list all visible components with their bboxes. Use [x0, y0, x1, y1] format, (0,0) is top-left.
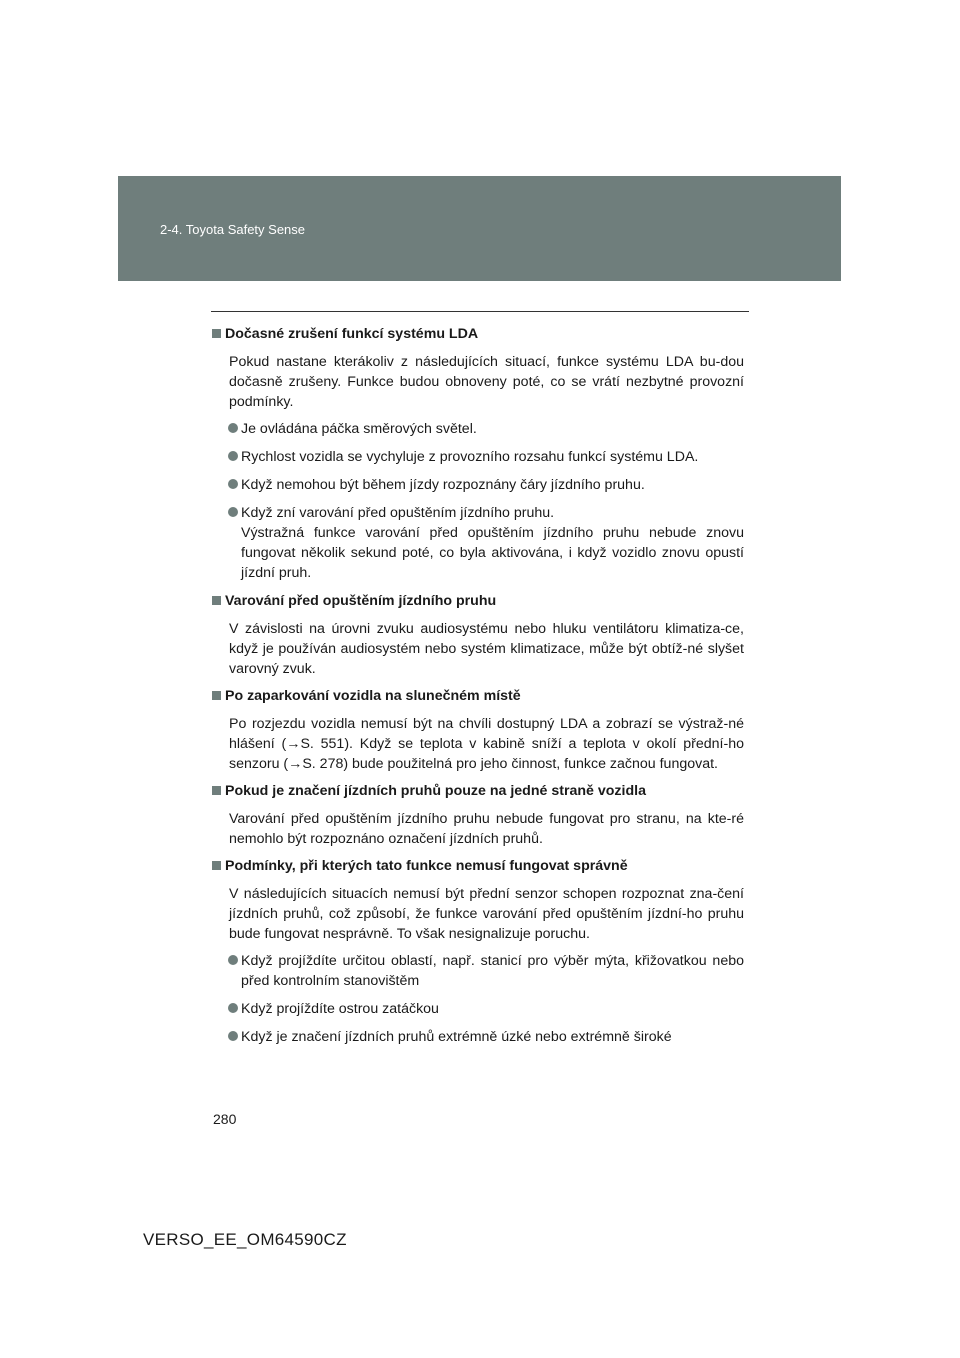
- circle-bullet-icon: [228, 423, 238, 433]
- list-item: Když je značení jízdních pruhů extrémně úzké nebo extrémně široké: [229, 1027, 744, 1047]
- circle-bullet-icon: [228, 479, 238, 489]
- circle-bullet-icon: [228, 451, 238, 461]
- section-title: Dočasné zrušení funkcí systému LDA: [211, 324, 744, 344]
- section-paragraph: Po rozjezdu vozidla nemusí být na chvíli dostupný LDA a zobrazí se výstraž-né hlášení (→S. 551). Když se teplota v kabině sníží a teplota v okolí přední-ho senzoru (→S. 278) bude použitelná pro jeho činnost, funkce začnou fungovat.: [229, 716, 744, 772]
- page-number: 280: [213, 1111, 237, 1127]
- square-icon: [212, 861, 221, 870]
- chapter-title: 2-4. Toyota Safety Sense: [160, 222, 306, 237]
- section-title: Varování před opuštěním jízdního pruhu: [211, 591, 744, 611]
- top-divider: [211, 311, 749, 312]
- list-item: Když nemohou být během jízdy rozpoznány čáry jízdního pruhu.: [229, 475, 744, 495]
- document-code: VERSO_EE_OM64590CZ: [143, 1230, 347, 1249]
- square-icon: [212, 596, 221, 605]
- section-paragraph: V následujících situacích nemusí být přední senzor schopen rozpoznat zna-čení jízdních pruhů, což způsobí, že funkce varování před opuštěním jízdní-ho pruhu bude fungovat nesprávně. To však nesignalizuje poruchu.: [229, 886, 744, 942]
- list-item: Když projíždíte ostrou zatáčkou: [229, 999, 744, 1019]
- section-title: Po zaparkování vozidla na slunečném místě: [211, 686, 744, 706]
- section-title: Pokud je značení jízdních pruhů pouze na jedné straně vozidla: [211, 781, 744, 801]
- list-item: Když zní varování před opuštěním jízdního pruhu. Výstražná funkce varování před opuštěním jízdního pruhu nebude znovu fungovat několik sekund poté, co byla aktivována, i když vozidlo znovu opustí jízdní pruh.: [229, 503, 744, 583]
- circle-bullet-icon: [228, 1003, 238, 1013]
- list-item: Je ovládána páčka směrových světel.: [229, 419, 744, 439]
- list-item: Rychlost vozidla se vychyluje z provozního rozsahu funkcí systému LDA.: [229, 447, 744, 467]
- circle-bullet-icon: [228, 955, 238, 965]
- square-icon: [212, 786, 221, 795]
- square-icon: [212, 691, 221, 700]
- section-title: Podmínky, při kterých tato funkce nemusí fungovat správně: [211, 856, 744, 876]
- list-item: Když projíždíte určitou oblastí, např. stanicí pro výběr mýta, křižovatkou nebo před kontrolním stanovištěm: [229, 951, 744, 991]
- list-item-note: Výstražná funkce varování před opuštěním jízdního pruhu nebude znovu fungovat několik sekund poté, co byla aktivována, i když vozidlo znovu opustí jízdní pruh.: [241, 525, 744, 581]
- section-paragraph: V závislosti na úrovni zvuku audiosystému nebo hluku ventilátoru klimatiza-ce, když je používán audiosystém nebo systém klimatizace, může být obtíž-né slyšet varovný zvuk.: [229, 621, 744, 677]
- page-content: [211, 324, 744, 1055]
- circle-bullet-icon: [228, 1031, 238, 1041]
- chapter-header-band: [118, 176, 841, 281]
- square-icon: [212, 329, 221, 338]
- section-paragraph: Varování před opuštěním jízdního pruhu nebude fungovat pro stranu, na kte-ré nemohlo být rozpoznáno označení jízdních pruhů.: [229, 811, 744, 847]
- section-paragraph: Pokud nastane kterákoliv z následujících situací, funkce systému LDA bu-dou dočasně zrušeny. Funkce budou obnoveny poté, co se vrátí nezbytné provozní podmínky.: [229, 354, 744, 410]
- circle-bullet-icon: [228, 507, 238, 517]
